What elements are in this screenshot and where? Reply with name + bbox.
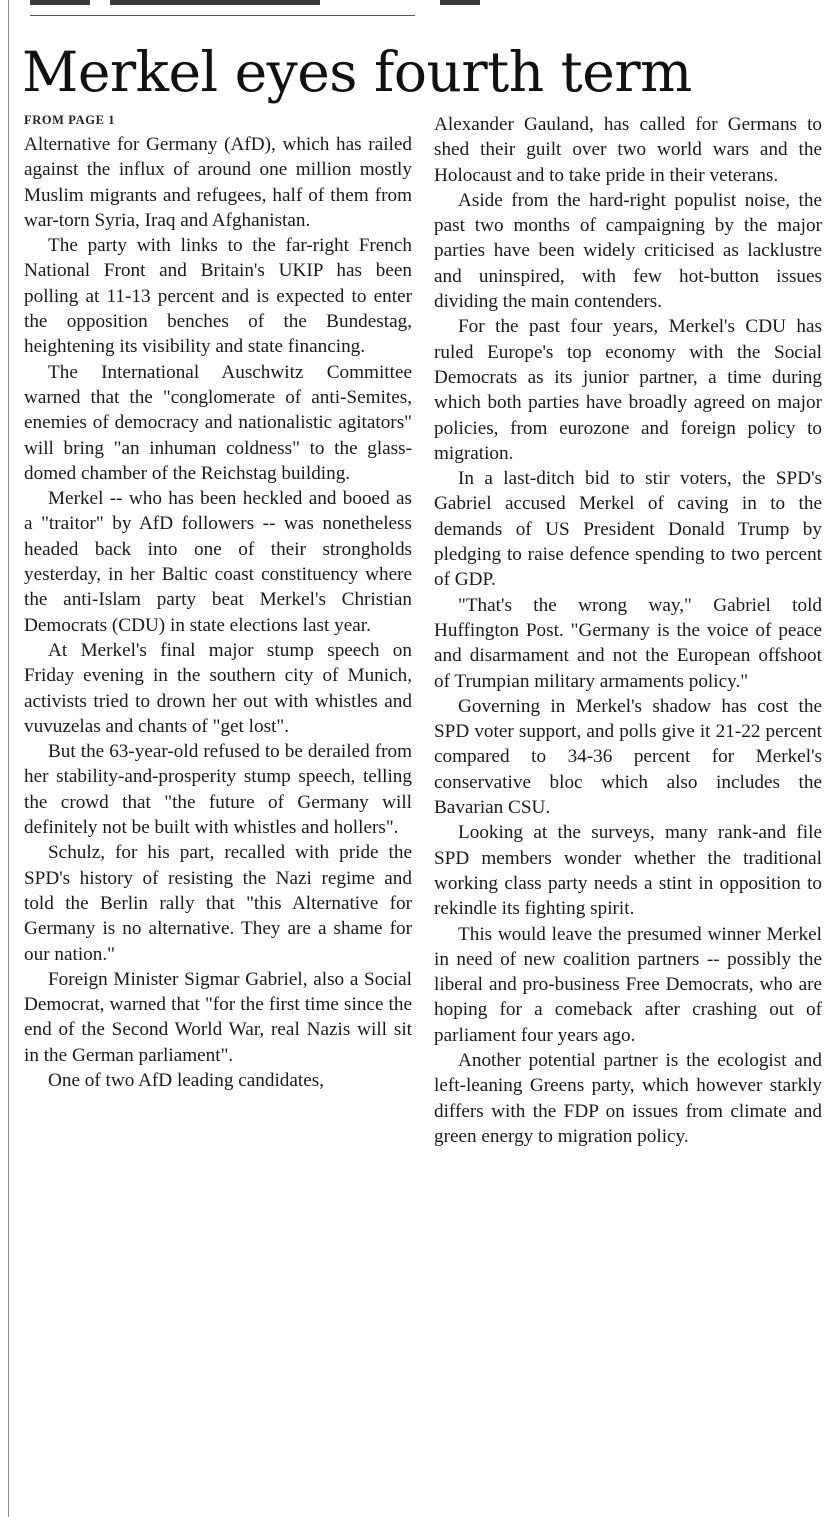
paragraph: Looking at the surveys, many rank-and file SPD members wonder whether the traditional working class party needs a stint in opposition to rekindle its fighting spirit. [434,822,822,920]
paragraph: "That's the wrong way," Gabriel told Huffington Post. "Germany is the voice of peace and disarmament and not the European offshoot of Trumpian military armaments policy." [434,594,822,692]
paragraph: Governing in Merkel's shadow has cost the SPD voter support, and polls give it 21-22 percent compared to 34-36 percent for Merkel's conservative bloc which also includes the Bavarian CSU. [434,695,822,819]
paragraph: But the 63-year-old refused to be derailed from her stability-and-prosperity stump speech, telling the crowd that "the future of Germany will definitely not be built with whistles and hollers". [24,741,412,839]
paragraph: Another potential partner is the ecologist and left-leaning Greens party, which however starkly differs with the FDP on issues from climate and green energy to migration policy. [434,1049,822,1147]
paragraph: For the past four years, Merkel's CDU has ruled Europe's top economy with the Social Democrats as its junior partner, a time during which both parties have broadly agreed on major policies, from eurozone and foreign policy to migration. [434,316,822,464]
cropped-header-fragment [30,0,90,5]
paragraph: This would leave the presumed winner Merkel in need of new coalition partners -- possibly the liberal and pro-business Free Democrats, who are hoping for a comeback after crashing out of parliament four years ago. [434,923,822,1046]
paragraph: The International Auschwitz Committee warned that the "conglomerate of anti-Semites, enemies of democracy and nationalistic agitators" will bring "an inhuman coldness" to the glass-domed chamber of the Reichstag building. [24,361,412,484]
article-column-right [434,112,822,1149]
column-rule-left [8,0,9,1517]
paragraph: Foreign Minister Sigmar Gabriel, also a Social Democrat, warned that "for the first time since the end of the Second World War, real Nazis will sit in the German parliament". [24,968,412,1066]
headline: Merkel eyes fourth term [22,40,692,104]
header-rule [30,15,415,16]
paragraph: Aside from the hard-right populist noise, the past two months of campaigning by the major parties have been widely criticised as lacklustre and uninspired, with few hot-button issues dividing the main contenders. [434,189,822,313]
paragraph: In a last-ditch bid to stir voters, the SPD's Gabriel accused Merkel of caving in to the demands of US President Donald Trump by pledging to raise defence spending to two percent of GDP. [434,468,822,591]
article-column-left [24,112,412,1093]
paragraph: Merkel -- who has been heckled and booed as a "traitor" by AfD followers -- was nonetheless headed back into one of their strongholds yesterday, in her Baltic coast constituency where the anti-Islam party beat Merkel's Christian Democrats (CDU) in state elections last year. [24,488,412,636]
cropped-header-fragment [440,0,480,5]
cropped-header-fragment [110,0,320,5]
paragraph: The party with links to the far-right French National Front and Britain's UKIP has been polling at 11-13 percent and is expected to enter the opposition benches of the Bundestag, heightening its visibility and state financing. [24,235,412,358]
paragraph: At Merkel's final major stump speech on Friday evening in the southern city of Munich, activists tried to drown her out with whistles and vuvuzelas and chants of "get lost". [24,639,412,737]
kicker-from-page: FROM PAGE 1 [24,113,116,127]
paragraph: Schulz, for his part, recalled with pride the SPD's history of resisting the Nazi regime and told the Berlin rally that "this Alternative for Germany is no alternative. They are a shame for our nation." [24,842,412,965]
paragraph: Alexander Gauland, has called for Germans to shed their guilt over two world wars and the Holocaust and to take pride in their veterans. [434,114,822,186]
paragraph: One of two AfD leading candidates, [48,1069,325,1091]
paragraph: Alternative for Germany (AfD), which has railed against the influx of around one million mostly Muslim migrants and refugees, half of them from war-torn Syria, Iraq and Afghanistan. [24,134,412,231]
